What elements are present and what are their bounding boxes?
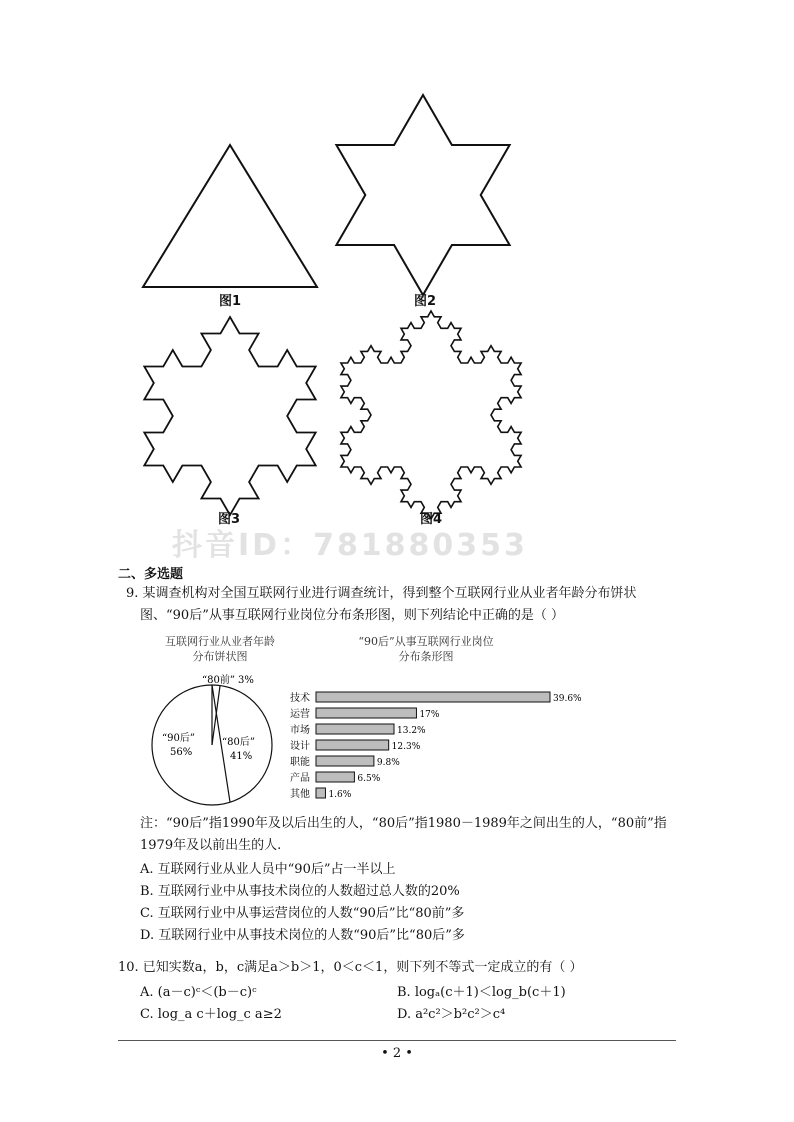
figure-4-snowflake [341,311,521,519]
bar [316,788,325,798]
figure-4-label: 图4 [420,512,443,527]
bar [316,692,550,702]
figure-2-star [336,95,509,295]
section-title: 二、多选题 [118,567,184,582]
bar [316,740,389,750]
bar [316,724,394,734]
bar [316,708,416,718]
bar-category-label: 市场 [290,725,310,736]
bar-chart [286,686,606,804]
pie-label-80pre: “80前” [202,675,235,686]
q10-option-c: C. log_a c＋log_c a≥2 [140,1007,282,1022]
q9-note-line1: 注：“90后”指1990年及以后出生的人，“80后”指1980－1989年之间出生的人，“80前”指 [140,816,667,831]
q9-stem-line2: 图、“90后”从事互联网行业岗位分布条形图，则下列结论中正确的是（ ） [140,608,564,623]
pie-value-80pre: 3% [238,675,254,686]
q9-option-b: B. 互联网行业中从事技术岗位的人数超过总人数的20% [140,884,460,899]
bar-category-label: 产品 [290,773,310,784]
pie-chart [140,668,300,818]
bar-title-line1: “90后”从事互联网行业岗位 [358,635,494,648]
bar-category-label: 运营 [290,709,310,720]
bar-category-label: 设计 [290,741,310,752]
bar-category-label: 技术 [290,693,310,704]
koch-figures [0,0,794,520]
bar-value-label: 39.6% [553,694,582,704]
figure-1-triangle [143,145,317,287]
bar-category-label: 职能 [290,757,310,768]
q10-stem: 10. 已知实数a，b，c满足a＞b＞1，0＜c＜1，则下列不等式一定成立的有（ ） [118,960,583,975]
bar-title [316,634,536,664]
bar-value-label: 9.8% [376,758,400,768]
q9-option-c: C. 互联网行业中从事运营岗位的人数“90后”比“80前”多 [140,906,465,921]
bar [316,756,374,766]
pie-title-line2: 分布饼状图 [192,650,248,663]
bar-category-label: 其他 [290,789,310,800]
bar-value-label: 1.6% [328,790,352,800]
q9-note-line2: 1979年及以前出生的人. [140,838,282,853]
watermark: 抖音ID：781880353 [172,528,528,563]
bar-value-label: 17% [419,710,440,720]
q9-option-d: D. 互联网行业中从事技术岗位的人数“90后”比“80后”多 [140,928,465,943]
bar-value-label: 12.3% [391,742,421,752]
page-number: • 2 • [381,1046,413,1061]
q10-option-d: D. a²c²＞b²c²＞c⁴ [397,1007,506,1022]
q9-option-a: A. 互联网行业从业人员中“90后”占一半以上 [140,862,396,877]
pie-label-90: “90后” [162,733,195,744]
bar-title-line2: 分布条形图 [398,650,454,663]
figure-2-label: 图2 [414,294,437,309]
q10-option-a: A. (a－c)ᶜ＜(b－c)ᶜ [140,985,257,1000]
pie-value-90: 56% [170,747,193,758]
q9-stem-line1: 9. 某调查机构对全国互联网行业进行调查统计，得到整个互联网行业从业者年龄分布饼状 [126,586,637,601]
footer-rule [118,1040,676,1041]
bar-value-label: 13.2% [397,726,426,736]
figure-3-snowflake [144,317,315,515]
pie-title [140,634,300,664]
figure-3-label: 图3 [218,512,241,527]
bar-value-label: 6.5% [357,774,381,784]
figure-1-label: 图1 [219,294,242,309]
pie-title-line1: 互联网行业从业者年龄 [165,635,275,648]
pie-label-80: “80后” [222,737,255,748]
pie-value-80: 41% [230,751,253,762]
q10-option-b: B. logₐ(c＋1)＜log_b(c＋1) [397,985,566,1000]
bar [316,772,354,782]
